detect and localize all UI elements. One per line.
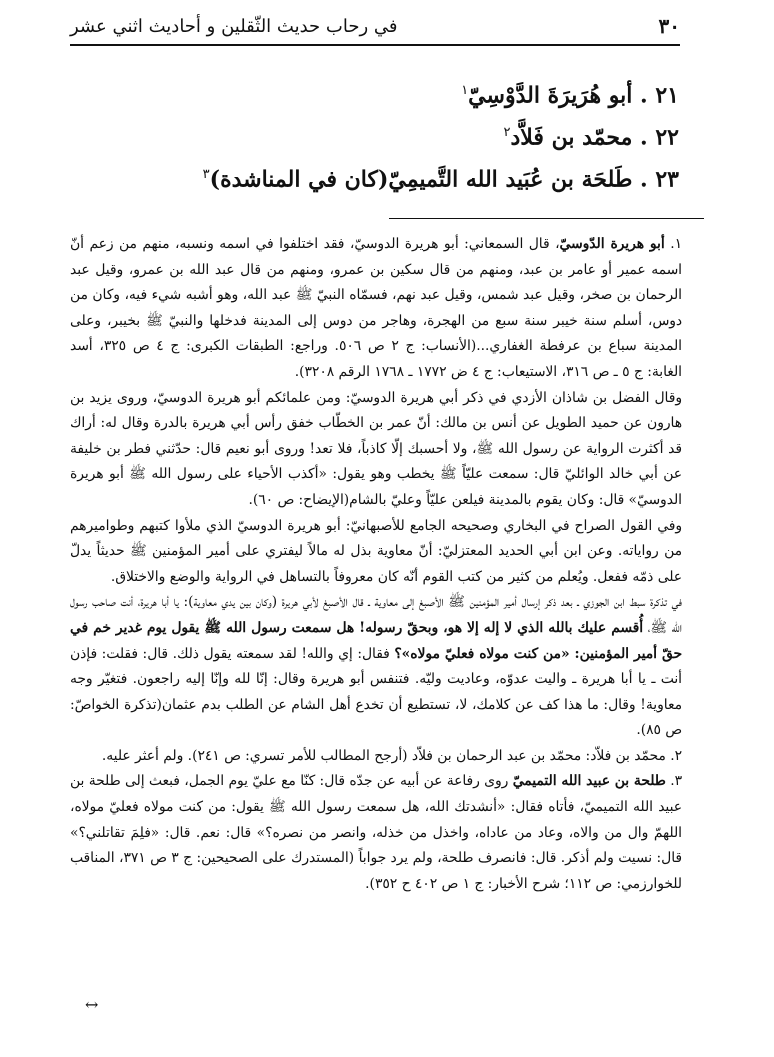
footnote-term: طلحة بن عبيد الله التميميّ	[512, 773, 666, 790]
page-header	[70, 10, 680, 46]
footnote-paragraph: وقال الفضل بن شاذان الأزدي في ذكر أبي هريرة الدوسيّ: ومن علمائكم أبو هريرة الدوسيّ، وروى يزيد بن هارون عن حميد الطويل عن أنس بن مالك: أنّ عمر بن الخطّاب خفق رأس أبي هريرة بالدرة وقال له: أراك قد أكثرت الرواية عن رسول الله ﷺ، ولا أحسبك إلّا كاذباً، فلا تعد! وروى أبو نعيم قال: حدّثني فطر بن خليفة عن أبي خالد الوائليّ قال: سمعت عليّاً ﷺ يخطب وهو يقول: «أكذب الأحياء على رسول الله ﷺ أبو هريرة الدوسيّ» قال: وكان يقوم بالمدينة فيلعن عليّاً وعليّ بالشام(الإيضاح: ص ٦٠).	[70, 389, 682, 508]
footnote-text: فقال: إي والله! لقد سمعته يقول ذلك. قال: فقلت: فإذن أنت ـ يا أبا هريرة ـ واليت عدوّه، وعاديت وليّه. فتنفس أبو هريرة وقال: إنّا لله وإنّا إليه راجعون. فتغيّر وجه معاوية! وقال: ما هذا كف عن كلامك، لا، تستطيع أن تخدع أهل الشام عن الطلب بدم عثمان(تذكرة الخواصّ: ص ٨٥).	[70, 645, 682, 739]
footnote-paragraph: وفي القول الصراح في البخاري وصحيحه الجامع للأصبهانيّ: أبو هريرة الدوسيّ الذي ملأوا كتبهم وطواميرهم من رواياته. وعن ابن أبي الحديد المعتزليّ: أنّ معاوية بذل له مالاً ليفتري على أمير المؤمنين ﷺ حديثاً يدلّ على ذمّه ففعل. ويُعلم من كثير من كتب القوم أنّه كان معروفاً بالتساهل في الرواية والوضع والاختلاق.	[70, 517, 682, 585]
footnotes-section	[70, 232, 682, 897]
footnote-1	[70, 232, 682, 744]
narrators-list	[119, 70, 679, 196]
footnote-2	[70, 744, 682, 770]
footnote-ref[interactable]: ٣	[202, 167, 210, 182]
footnote-number: ١.	[670, 236, 683, 252]
footnote-text: روى رفاعة عن أبيه عن جدّه قال: كنّا مع عليّ يوم الجمل، فبعث إلى طلحة بن عبيد الله التميميّ، فأتاه فقال: «أنشدتك الله، هل سمعت رسول الله ﷺ يقول: من كنت مولاه فعليّ مولاه، اللهمّ وال من والاه، وعاد من عاداه، واخذل من خذله، وانصر من نصره؟» قال: نعم. قال: «فلِمَ تقاتلني؟» قال: نسيت ولم أذكر. قال: فانصرف طلحة، ولم يرد جواباً (المستدرك على الصحيحين: ج ٣ ص ٣٧١، المناقب للخوارزمي: ص ١١٢؛ شرح الأخبار: ج ١ ص ٤٠٢ ح ٣٥٢).	[70, 773, 683, 892]
footnote-paragraph	[70, 744, 682, 770]
footnote-text: محمّد بن فلاّد: محمّد بن عبد الرحمان بن فلاّد (أرجح المطالب للأمر تسري: ص ٢٤١). ولم أعثر عليه.	[101, 747, 666, 764]
footnote-paragraph	[70, 232, 682, 386]
footnote-3	[70, 769, 682, 897]
footnote-ref[interactable]: ١	[461, 83, 469, 98]
footnote-text: ، قال السمعاني: أبو هريرة الدوسيّ، فقد اختلفوا في اسمه ونسبه، منهم من زعم أنّ اسمه عمير أو عامر بن عبد، ومنهم من قال سكين بن عمرو، ومنهم من قال عبد الله بن عمرو، وقيل عبد الرحمان بن صخر، وقيل عبد شمس، وقيل عبد نهم، فسمّاه النبيّ ﷺ عبد الله، وهو أشبه شيء فيه، وكان من دوس، أسلم سنة خيبر سنة سبع من الهجرة، وهاجر من دوس إلى المدينة فدخلها والنبيّ ﷺ بخيبر، وعلى المدينة سباع بن عرفطة الغفاري...(الأنساب: ج ٢ ص ٥٠٦. وراجع: الطبقات الكبرى: ج ٤ ص ٣٢٥، أسد الغابة: ج ٥ ـ ص ٣١٦، الاستيعاب: ج ٤ ض ١٧٧٢ ـ ١٧٦٨ الرقم ٣٢٠٨).	[70, 236, 683, 380]
footnote-term: أبو هريرة الدّوسيّ	[559, 236, 665, 252]
page-number: ٣٠	[658, 14, 680, 38]
list-item: ٢٣ . طَلحَة بن عُبَيد الله التَّميمِيّ(كان في المناشدة)$^٣$	[202, 166, 679, 193]
footnote-paragraph	[70, 769, 682, 897]
footnote-paragraph	[70, 590, 682, 744]
footnote-number: ٢.	[670, 747, 682, 764]
list-item: ٢٢ . محمّد بن فَلاَّد$^٢$	[503, 124, 679, 151]
footnote-emphasis: أُقسم عليك بالله الذي لا إله إلا هو، وبحقّ رسوله! هل سمعت رسول الله ﷺ يقول يوم غدير خم في حقّ أمير المؤمنين: «من كنت مولاه فعليّ مولاه»؟	[70, 619, 682, 662]
footnote-number: ٣.	[670, 773, 683, 790]
footnote-divider	[389, 218, 704, 219]
footnote-ref[interactable]: ٢	[503, 125, 511, 140]
list-item: ٢١ . أبو هُرَيرَةَ الدَّوْسِيّ$^١$	[461, 82, 679, 109]
section-end-ornament: ↔	[85, 995, 99, 1014]
footnote-text: في تذكرة سبط ابن الجوزي ـ بعد ذكر إرسال أمير المؤمنين ﷺ الأصبغ إلى معاوية ـ قال الأصبغ لأبي هريرة (وكان بين يدي معاوية): يا أبا هريرة، أنت صاحب رسول الله ﷺ،	[70, 594, 682, 636]
running-title: في رحاب حديث الثّقلين و أحاديث اثني عشر	[70, 16, 398, 37]
